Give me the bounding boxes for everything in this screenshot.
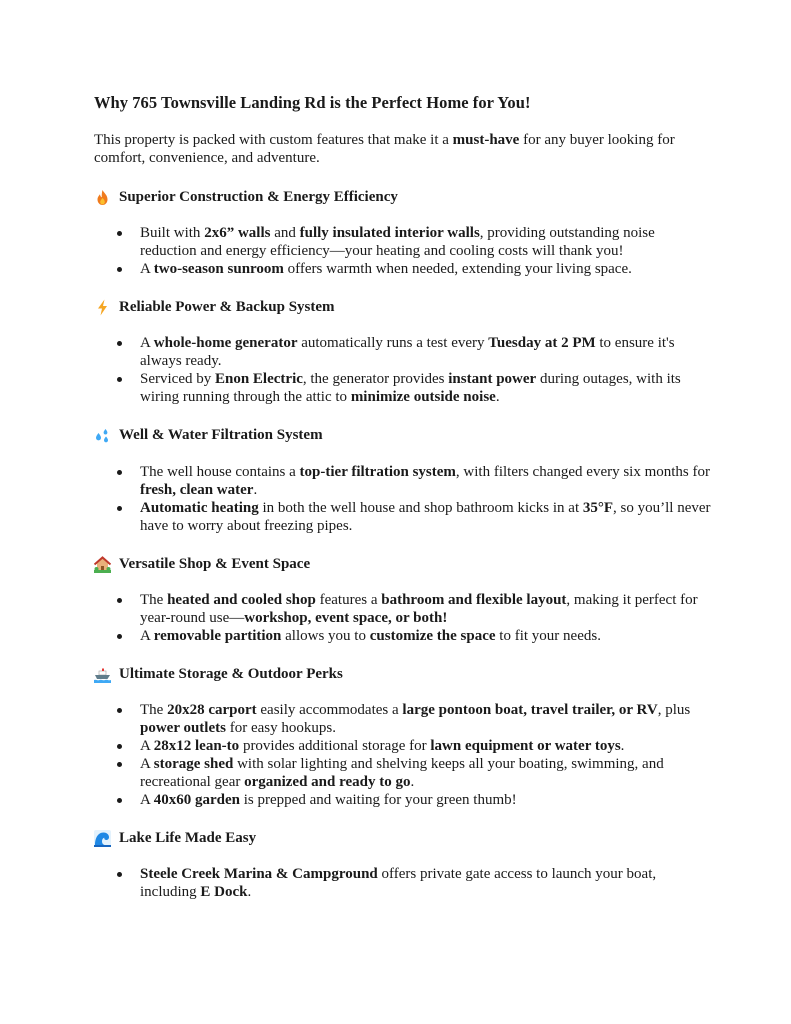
list-item: The well house contains a top-tier filtration system, with filters changed every six months for fresh, clean water.: [94, 463, 714, 499]
section-heading-construction: [94, 187, 398, 207]
lightning-icon: [94, 299, 111, 316]
section-heading-text: Reliable Power & Backup System: [119, 298, 335, 315]
list-item: Steele Creek Marina & Campground offers private gate access to launch your boat, including E Dock.: [94, 865, 714, 901]
section-heading-power: [94, 297, 335, 317]
list-item: Built with 2x6” walls and fully insulated interior walls, providing outstanding noise reduction and energy efficiency—your heating and cooling costs will thank you!: [94, 224, 714, 260]
section-list-storage: [94, 701, 714, 809]
section-list-lake: [94, 865, 714, 901]
list-item: The 20x28 carport easily accommodates a large pontoon boat, travel trailer, or RV, plus power outlets for easy hookups.: [94, 701, 714, 737]
list-item: The heated and cooled shop features a bathroom and flexible layout, making it perfect for year-round use—workshop, event space, or both!: [94, 591, 714, 627]
section-heading-text: Ultimate Storage & Outdoor Perks: [119, 665, 343, 682]
list-item: A two-season sunroom offers warmth when needed, extending your living space.: [94, 260, 714, 278]
intro-text: for any buyer looking for comfort, convenience, and adventure.: [94, 132, 675, 166]
section-heading-text: Lake Life Made Easy: [119, 829, 257, 846]
page-title: Why 765 Townsville Landing Rd is the Perfect Home for You!: [94, 93, 531, 112]
list-item: A 40x60 garden is prepped and waiting for your green thumb!: [94, 791, 714, 809]
section-list-construction: [94, 224, 714, 278]
section-heading-shop: [94, 554, 310, 574]
section-list-water: [94, 463, 714, 535]
section-heading-text: Versatile Shop & Event Space: [119, 555, 311, 572]
intro-bold: must-have: [452, 132, 520, 148]
house-garden-icon: [94, 556, 111, 573]
section-heading-water: [94, 425, 323, 445]
ship-icon: [94, 666, 111, 683]
intro-text: This property is packed with custom features that make it a: [94, 132, 453, 148]
list-item: A removable partition allows you to customize the space to fit your needs.: [94, 627, 714, 645]
section-heading-text: Superior Construction & Energy Efficiency: [119, 188, 398, 205]
list-item: Serviced by Enon Electric, the generator provides instant power during outages, with its wiring running through the attic to minimize outside noise.: [94, 370, 714, 406]
intro-paragraph: [94, 131, 714, 167]
wave-icon: [94, 830, 111, 847]
list-item: A whole-home generator automatically runs a test every Tuesday at 2 PM to ensure it's always ready.: [94, 334, 714, 370]
section-list-power: [94, 334, 714, 406]
section-heading-text: Well & Water Filtration System: [119, 426, 323, 443]
list-item: Automatic heating in both the well house and shop bathroom kicks in at 35°F, so you’ll never have to worry about freezing pipes.: [94, 499, 714, 535]
list-item: A storage shed with solar lighting and shelving keeps all your boating, swimming, and recreational gear organized and ready to go.: [94, 755, 714, 791]
section-list-shop: [94, 591, 714, 645]
section-heading-storage: [94, 664, 343, 684]
fire-icon: [94, 189, 111, 206]
water-droplets-icon: [94, 427, 111, 444]
section-heading-lake: [94, 828, 256, 848]
list-item: A 28x12 lean-to provides additional storage for lawn equipment or water toys.: [94, 737, 714, 755]
